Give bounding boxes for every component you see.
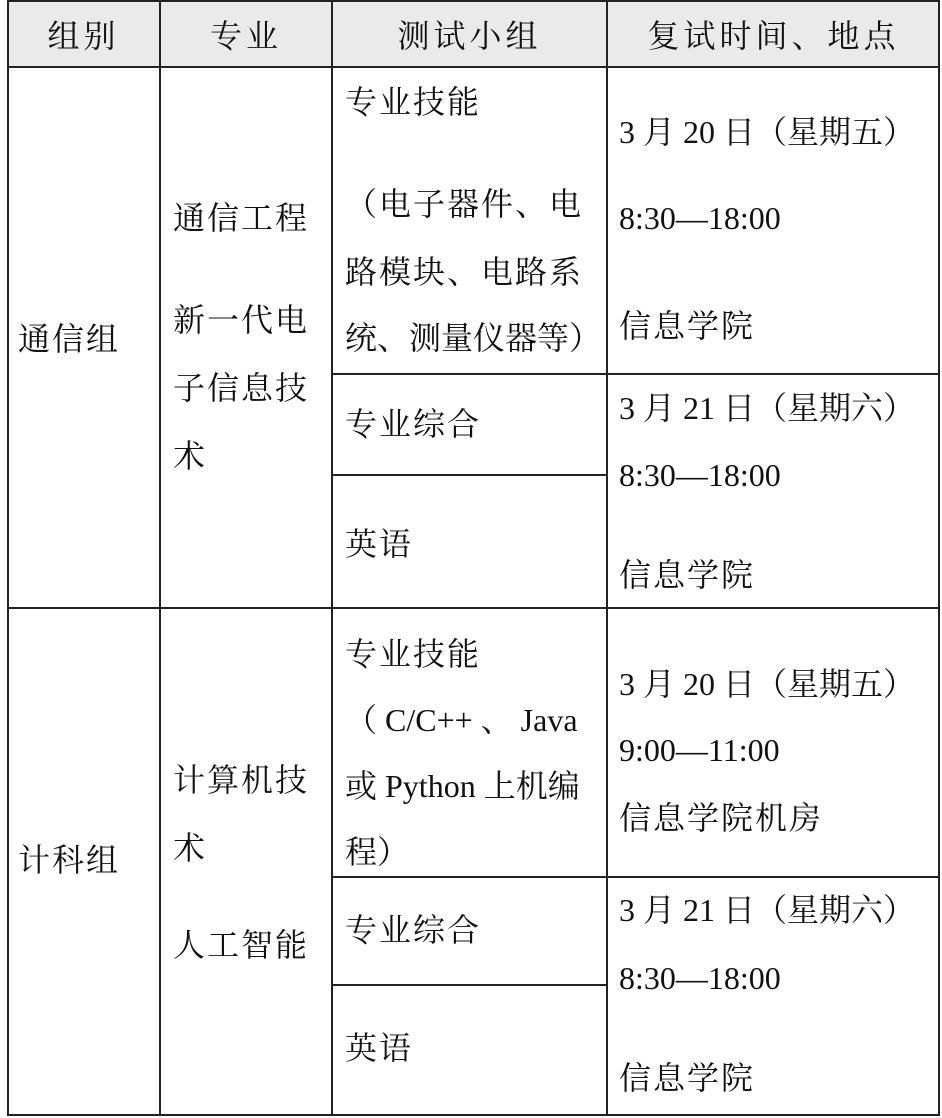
schedule-place: 信息学院 — [619, 307, 756, 345]
grid-line — [331, 0, 333, 1116]
header-major — [160, 0, 332, 67]
schedule-time: 8:30—18:00 — [619, 200, 781, 236]
header-group — [7, 0, 160, 67]
grid-line — [7, 1114, 940, 1116]
subgroup-line: 或 Python 上机编 — [345, 768, 580, 804]
schedule-place: 信息学院 — [619, 1059, 756, 1097]
schedule-place: 信息学院机房 — [619, 799, 824, 837]
grid-line — [938, 0, 940, 1116]
major-line: 子信息技 — [173, 369, 310, 407]
grid-line — [331, 474, 608, 476]
subgroup-line: 专业综合 — [345, 911, 482, 949]
subgroup-line: （ C/C++ 、 Java — [345, 702, 578, 738]
group-name: 通信组 — [18, 320, 121, 358]
major-line: 通信工程 — [173, 199, 310, 237]
major-line: 术 — [173, 437, 206, 475]
subgroup-line: 专业技能 — [345, 635, 482, 673]
schedule-date: 3 月 20 日（星期五） — [619, 114, 916, 150]
grid-line — [331, 984, 608, 986]
header-schedule — [607, 0, 940, 67]
grid-line — [331, 373, 940, 375]
subgroup-line: 专业综合 — [345, 405, 482, 443]
grid-line — [7, 66, 940, 68]
header-schedule-label: 复试时间、地点 — [647, 16, 900, 55]
major-line: 人工智能 — [173, 926, 310, 964]
subgroup-line: （电子器件、电 — [345, 185, 584, 223]
header-test-subgroup — [332, 0, 607, 67]
subgroup-line: 程） — [345, 833, 410, 871]
major-line: 新一代电 — [173, 301, 310, 339]
subgroup-line: 英语 — [345, 525, 414, 563]
grid-line — [159, 0, 161, 1116]
grid-line — [7, 0, 9, 1116]
schedule-date: 3 月 21 日（星期六） — [619, 390, 916, 426]
schedule-table — [7, 0, 940, 1116]
schedule-place: 信息学院 — [619, 556, 756, 594]
subgroup-line: 专业技能 — [345, 83, 482, 121]
subgroup-line: 英语 — [345, 1029, 414, 1067]
header-group-label: 组别 — [47, 16, 120, 55]
header-major-label: 专业 — [209, 16, 282, 55]
major-line: 术 — [173, 829, 206, 867]
group-name: 计科组 — [18, 841, 121, 879]
major-line: 计算机技 — [173, 761, 310, 799]
grid-line — [7, 0, 940, 2]
grid-line — [331, 876, 940, 878]
schedule-time: 8:30—18:00 — [619, 457, 781, 493]
schedule-date: 3 月 21 日（星期六） — [619, 892, 916, 928]
subgroup-line: 路模块、电路系 — [345, 253, 584, 291]
grid-line — [606, 0, 608, 1116]
grid-line — [7, 607, 940, 609]
subgroup-line: 统、测量仪器等） — [345, 319, 602, 357]
schedule-time: 9:00—11:00 — [619, 732, 780, 768]
header-test-subgroup-label: 测试小组 — [397, 16, 542, 55]
schedule-time: 8:30—18:00 — [619, 960, 781, 996]
schedule-date: 3 月 20 日（星期五） — [619, 666, 916, 702]
